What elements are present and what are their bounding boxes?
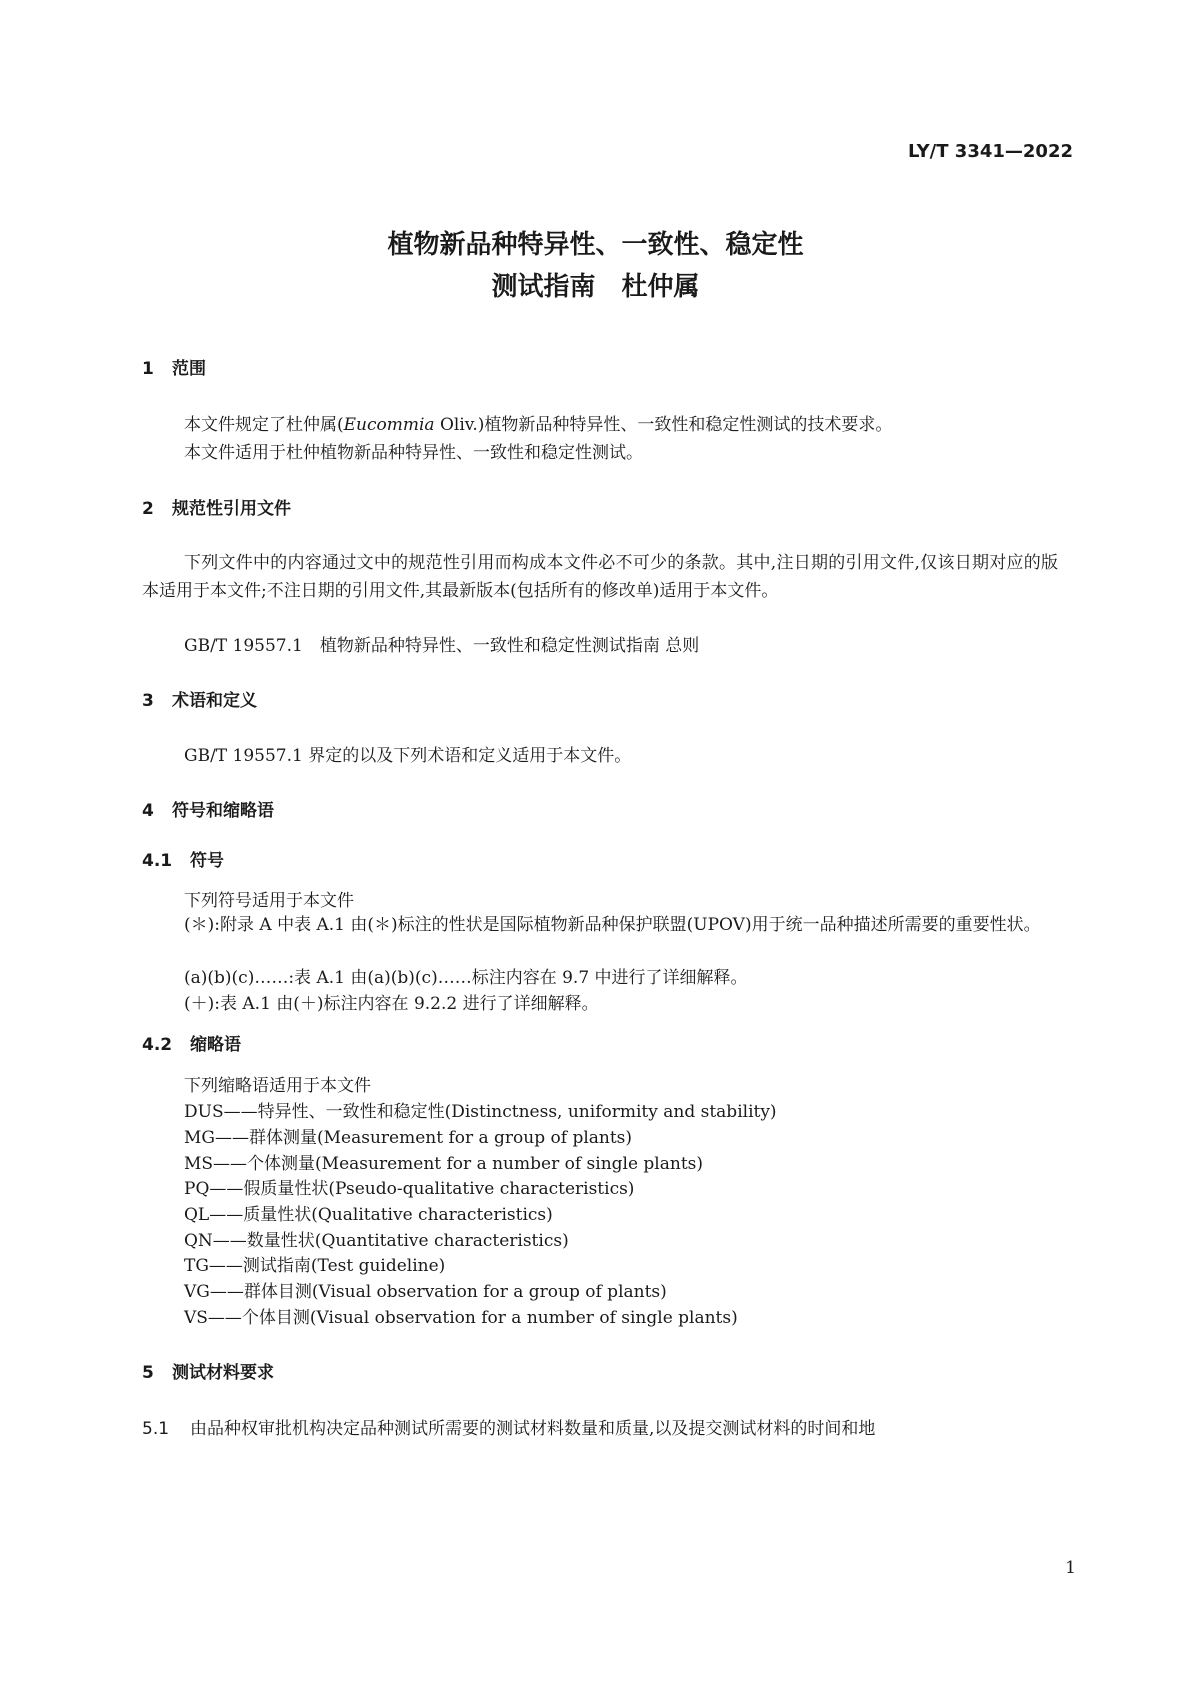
- section-1-heading: [142, 354, 206, 379]
- abbreviation-item: PQ——假质量性状(Pseudo-qualitative characteristics): [184, 1179, 635, 1199]
- abbreviation-item: MG——群体测量(Measurement for a group of plants): [184, 1128, 633, 1148]
- abbreviation-item: TG——测试指南(Test guideline): [184, 1256, 446, 1276]
- scope-paragraph-1: [184, 410, 892, 435]
- section-4-heading: [142, 796, 274, 821]
- section-title: 规范性引用文件: [172, 499, 291, 519]
- section-title: 术语和定义: [172, 691, 257, 711]
- section-title: 符号: [190, 851, 224, 871]
- section-title: 测试材料要求: [172, 1363, 274, 1383]
- section-number: 1: [142, 359, 154, 379]
- abbreviation-item: QN——数量性状(Quantitative characteristics): [184, 1231, 569, 1251]
- symbols-intro: 下列符号适用于本文件: [184, 891, 354, 911]
- section-5-heading: [142, 1358, 274, 1383]
- section-number: 5: [142, 1363, 154, 1383]
- section-title: 范围: [172, 359, 206, 379]
- normative-reference-item: GB/T 19557.1 植物新品种特异性、一致性和稳定性测试指南 总则: [184, 636, 700, 656]
- abbreviation-item: VS——个体目测(Visual observation for a number of single plants): [184, 1308, 738, 1328]
- page-number: 1: [1065, 1558, 1076, 1578]
- standard-number: LY/T 3341—2022: [907, 141, 1073, 162]
- section-number: 4.2: [142, 1035, 173, 1055]
- clause-number: 5.1: [142, 1419, 170, 1439]
- abbreviation-item: VG——群体目测(Visual observation for a group of plants): [184, 1282, 667, 1302]
- clause-text: 由品种权审批机构决定品种测试所需要的测试材料数量和质量,以及提交测试材料的时间和地: [190, 1419, 876, 1439]
- genus-name: Eucommia: [343, 415, 435, 435]
- section-number: 4: [142, 801, 154, 821]
- terms-paragraph: GB/T 19557.1 界定的以及下列术语和定义适用于本文件。: [184, 746, 632, 766]
- section-number: 3: [142, 691, 154, 711]
- section-2-heading: [142, 494, 291, 519]
- symbol-item-plus: (＋):表 A.1 由(＋)标注内容在 9.2.2 进行了详细解释。: [184, 994, 599, 1014]
- abbreviation-item: QL——质量性状(Qualitative characteristics): [184, 1205, 553, 1225]
- section-4-2-heading: [142, 1030, 241, 1055]
- document-title-line-2: 测试指南 杜仲属: [491, 272, 700, 302]
- scope-paragraph-2: 本文件适用于杜仲植物新品种特异性、一致性和稳定性测试。: [184, 443, 643, 463]
- section-number: 4.1: [142, 851, 173, 871]
- abbreviation-item: DUS——特异性、一致性和稳定性(Distinctness, uniformity and stability): [184, 1102, 777, 1122]
- section-4-1-heading: [142, 846, 224, 871]
- section-number: 2: [142, 499, 154, 519]
- abbreviations-intro: 下列缩略语适用于本文件: [184, 1076, 371, 1096]
- clause-5-1: [142, 1414, 875, 1439]
- abbreviation-item: MS——个体测量(Measurement for a number of single plants): [184, 1154, 704, 1174]
- section-title: 缩略语: [190, 1035, 241, 1055]
- symbol-item-letters: (a)(b)(c)……:表 A.1 由(a)(b)(c)……标注内容在 9.7 中进行了详细解释。: [184, 968, 748, 988]
- section-title: 符号和缩略语: [172, 801, 274, 821]
- normative-references-paragraph: 下列文件中的内容通过文中的规范性引用而构成本文件必不可少的条款。其中,注日期的引用文件,仅该日期对应的版本适用于本文件;不注日期的引用文件,其最新版本(包括所有的修改单)适用于本文件。: [142, 553, 1058, 601]
- scope-text: 本文件规定了杜仲属(: [184, 415, 344, 435]
- symbol-item-asterisk: (＊):附录 A 中表 A.1 由(＊)标注的性状是国际植物新品种保护联盟(UPOV)用于统一品种描述所需要的重要性状。: [184, 915, 1041, 935]
- scope-text: Oliv.)植物新品种特异性、一致性和稳定性测试的技术要求。: [434, 415, 893, 435]
- section-3-heading: [142, 686, 257, 711]
- document-title-line-1: 植物新品种特异性、一致性、稳定性: [387, 230, 804, 260]
